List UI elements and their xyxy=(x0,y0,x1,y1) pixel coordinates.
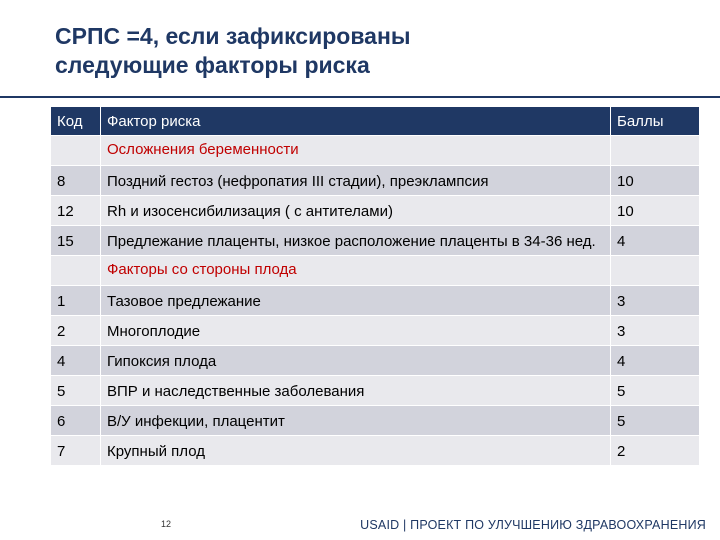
row-code: 4 xyxy=(51,346,101,376)
table-row xyxy=(51,346,700,376)
table-row xyxy=(51,166,700,196)
footer-usaid-banner: USAID | ПРОЕКТ ПО УЛУЧШЕНИЮ ЗДРАВООХРАНЕНИЯ xyxy=(360,518,706,532)
section-label: Осложнения беременности xyxy=(101,136,611,166)
slide-title-line-2: следующие факторы риска xyxy=(55,52,370,78)
slide-title xyxy=(55,22,695,80)
row-score: 5 xyxy=(611,376,700,406)
row-score: 3 xyxy=(611,286,700,316)
section-row-fetal-factors xyxy=(51,256,700,286)
row-factor: В/У инфекции, плацентит xyxy=(101,406,611,436)
row-code: 6 xyxy=(51,406,101,436)
row-factor: Крупный плод xyxy=(101,436,611,466)
row-code: 1 xyxy=(51,286,101,316)
header-score: Баллы xyxy=(611,107,700,136)
header-factor: Фактор риска xyxy=(101,107,611,136)
slide-title-line-1: СРПС =4, если зафиксированы xyxy=(55,23,411,49)
table-header-row xyxy=(51,107,700,136)
table-row xyxy=(51,406,700,436)
row-code: 2 xyxy=(51,316,101,346)
row-factor: Rh и изосенсибилизация ( с антителами) xyxy=(101,196,611,226)
row-score: 4 xyxy=(611,226,700,256)
row-code: 8 xyxy=(51,166,101,196)
row-score: 2 xyxy=(611,436,700,466)
risk-factor-table xyxy=(50,106,700,466)
row-score: 10 xyxy=(611,196,700,226)
row-factor: Тазовое предлежание xyxy=(101,286,611,316)
row-factor: Многоплодие xyxy=(101,316,611,346)
row-factor: ВПР и наследственные заболевания xyxy=(101,376,611,406)
header-code: Код xyxy=(51,107,101,136)
row-score: 3 xyxy=(611,316,700,346)
title-divider xyxy=(0,96,720,98)
table-row xyxy=(51,226,700,256)
table-row xyxy=(51,316,700,346)
table-row xyxy=(51,196,700,226)
section-score-cell xyxy=(611,136,700,166)
table-row xyxy=(51,436,700,466)
table-row xyxy=(51,376,700,406)
section-code-cell xyxy=(51,136,101,166)
row-code: 15 xyxy=(51,226,101,256)
row-code: 7 xyxy=(51,436,101,466)
row-factor: Гипоксия плода xyxy=(101,346,611,376)
page-number: 12 xyxy=(161,519,172,529)
row-factor: Поздний гестоз (нефропатия III стадии), преэклампсия xyxy=(101,166,611,196)
row-score: 5 xyxy=(611,406,700,436)
row-factor: Предлежание плаценты, низкое расположение плаценты в 34-36 нед. xyxy=(101,226,611,256)
row-score: 10 xyxy=(611,166,700,196)
table-row xyxy=(51,286,700,316)
row-code: 12 xyxy=(51,196,101,226)
section-row-pregnancy-complications xyxy=(51,136,700,166)
row-score: 4 xyxy=(611,346,700,376)
section-score-cell xyxy=(611,256,700,286)
row-code: 5 xyxy=(51,376,101,406)
section-label: Факторы со стороны плода xyxy=(101,256,611,286)
section-code-cell xyxy=(51,256,101,286)
